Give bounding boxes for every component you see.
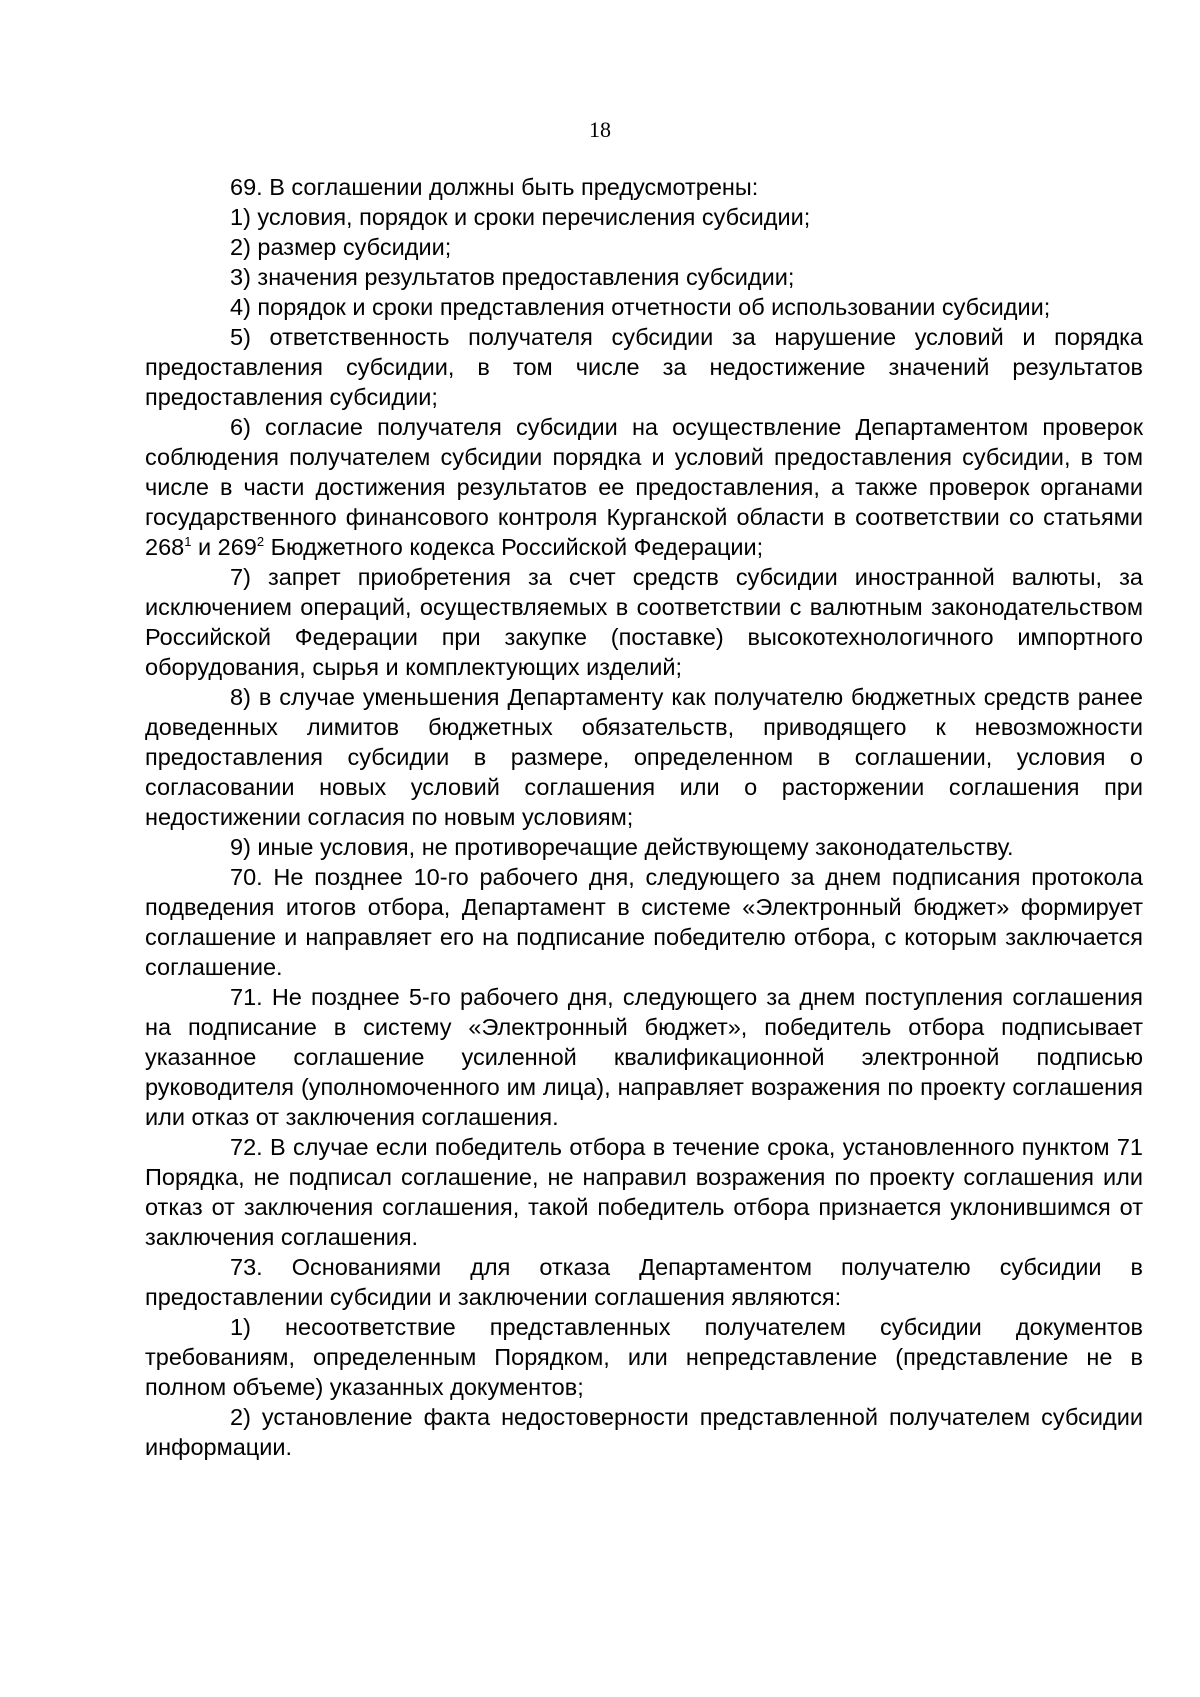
paragraph-69-item-7: 7) запрет приобретения за счет средств субсидии иностранной валюты, за исключением операций, осуществляемых в соответствии с валютным законодательством Российской Федерации при закупке (поставке) высокотехнологичного импортного оборудования, сырья и комплектующих изделий; [145,564,1143,680]
paragraph-71: 71. Не позднее 5-го рабочего дня, следующего за днем поступления соглашения на подписание в систему «Электронный бюджет», победитель отбора подписывает указанное соглашение усиленной квалификационной электронной подписью руководителя (уполномоченного им лица), направляет возражения по проекту соглашения или отказ от заключения соглашения. [145,984,1143,1130]
paragraph-69-item-4: 4) порядок и сроки представления отчетности об использовании субсидии; [230,294,1051,320]
paragraph-69-item-6-text-b: и 269 [191,534,257,560]
paragraph-69-item-6-text-c: Бюджетного кодекса Российской Федерации; [264,534,764,560]
paragraph-69-item-2: 2) размер субсидии; [230,234,452,260]
paragraph-69-item-5: 5) ответственность получателя субсидии за нарушение условий и порядка предоставления субсидии, в том числе за недостижение значений результатов предоставления субсидии; [145,324,1143,410]
superscript-1: 1 [184,534,192,549]
paragraph-72: 72. В случае если победитель отбора в течение срока, установленного пунктом 71 Порядка, не подписал соглашение, не направил возражения по проекту соглашения или отказ от заключения соглашения, такой победитель отбора признается уклонившимся от заключения соглашения. [145,1134,1143,1250]
paragraph-69-item-6 [145,412,1143,562]
paragraph-69: 69. В соглашении должны быть предусмотрены: [230,174,759,200]
paragraph-69-item-1: 1) условия, порядок и сроки перечисления субсидии; [230,204,811,230]
paragraph-73-item-2: 2) установление факта недостоверности представленной получателем субсидии информации. [145,1404,1143,1460]
paragraph-73-item-1: 1) несоответствие представленных получателем субсидии документов требованиям, определенным Порядком, или непредставление (представление не в полном объеме) указанных документов; [145,1314,1143,1400]
paragraph-73: 73. Основаниями для отказа Департаментом получателю субсидии в предоставлении субсидии и заключении соглашения являются: [145,1254,1143,1310]
superscript-2: 2 [256,534,265,549]
paragraph-69-item-8: 8) в случае уменьшения Департаменту как получателю бюджетных средств ранее доведенных лимитов бюджетных обязательств, приводящего к невозможности предоставления субсидии в размере, определенном в соглашении, условия о согласовании новых условий соглашения или о расторжении соглашения при недостижении согласия по новым условиям; [145,684,1143,830]
paragraph-70: 70. Не позднее 10-го рабочего дня, следующего за днем подписания протокола подведения итогов отбора, Департамент в системе «Электронный бюджет» формирует соглашение и направляет его на подписание победителю отбора, с которым заключается соглашение. [145,864,1143,980]
document-body [145,172,1143,1462]
paragraph-69-item-9: 9) иные условия, не противоречащие действующему законодательству. [230,834,1014,860]
paragraph-69-item-6-text-a: 6) согласие получателя субсидии на осуществление Департаментом проверок соблюдения получателем субсидии порядка и условий предоставления субсидии, в том числе в части достижения результатов ее предоставления, а также проверок органами государственного финансового контроля Курганской области в соответствии со статьями 268 [145,414,1143,560]
paragraph-69-item-3: 3) значения результатов предоставления субсидии; [230,264,795,290]
page-number: 18 [589,117,611,142]
